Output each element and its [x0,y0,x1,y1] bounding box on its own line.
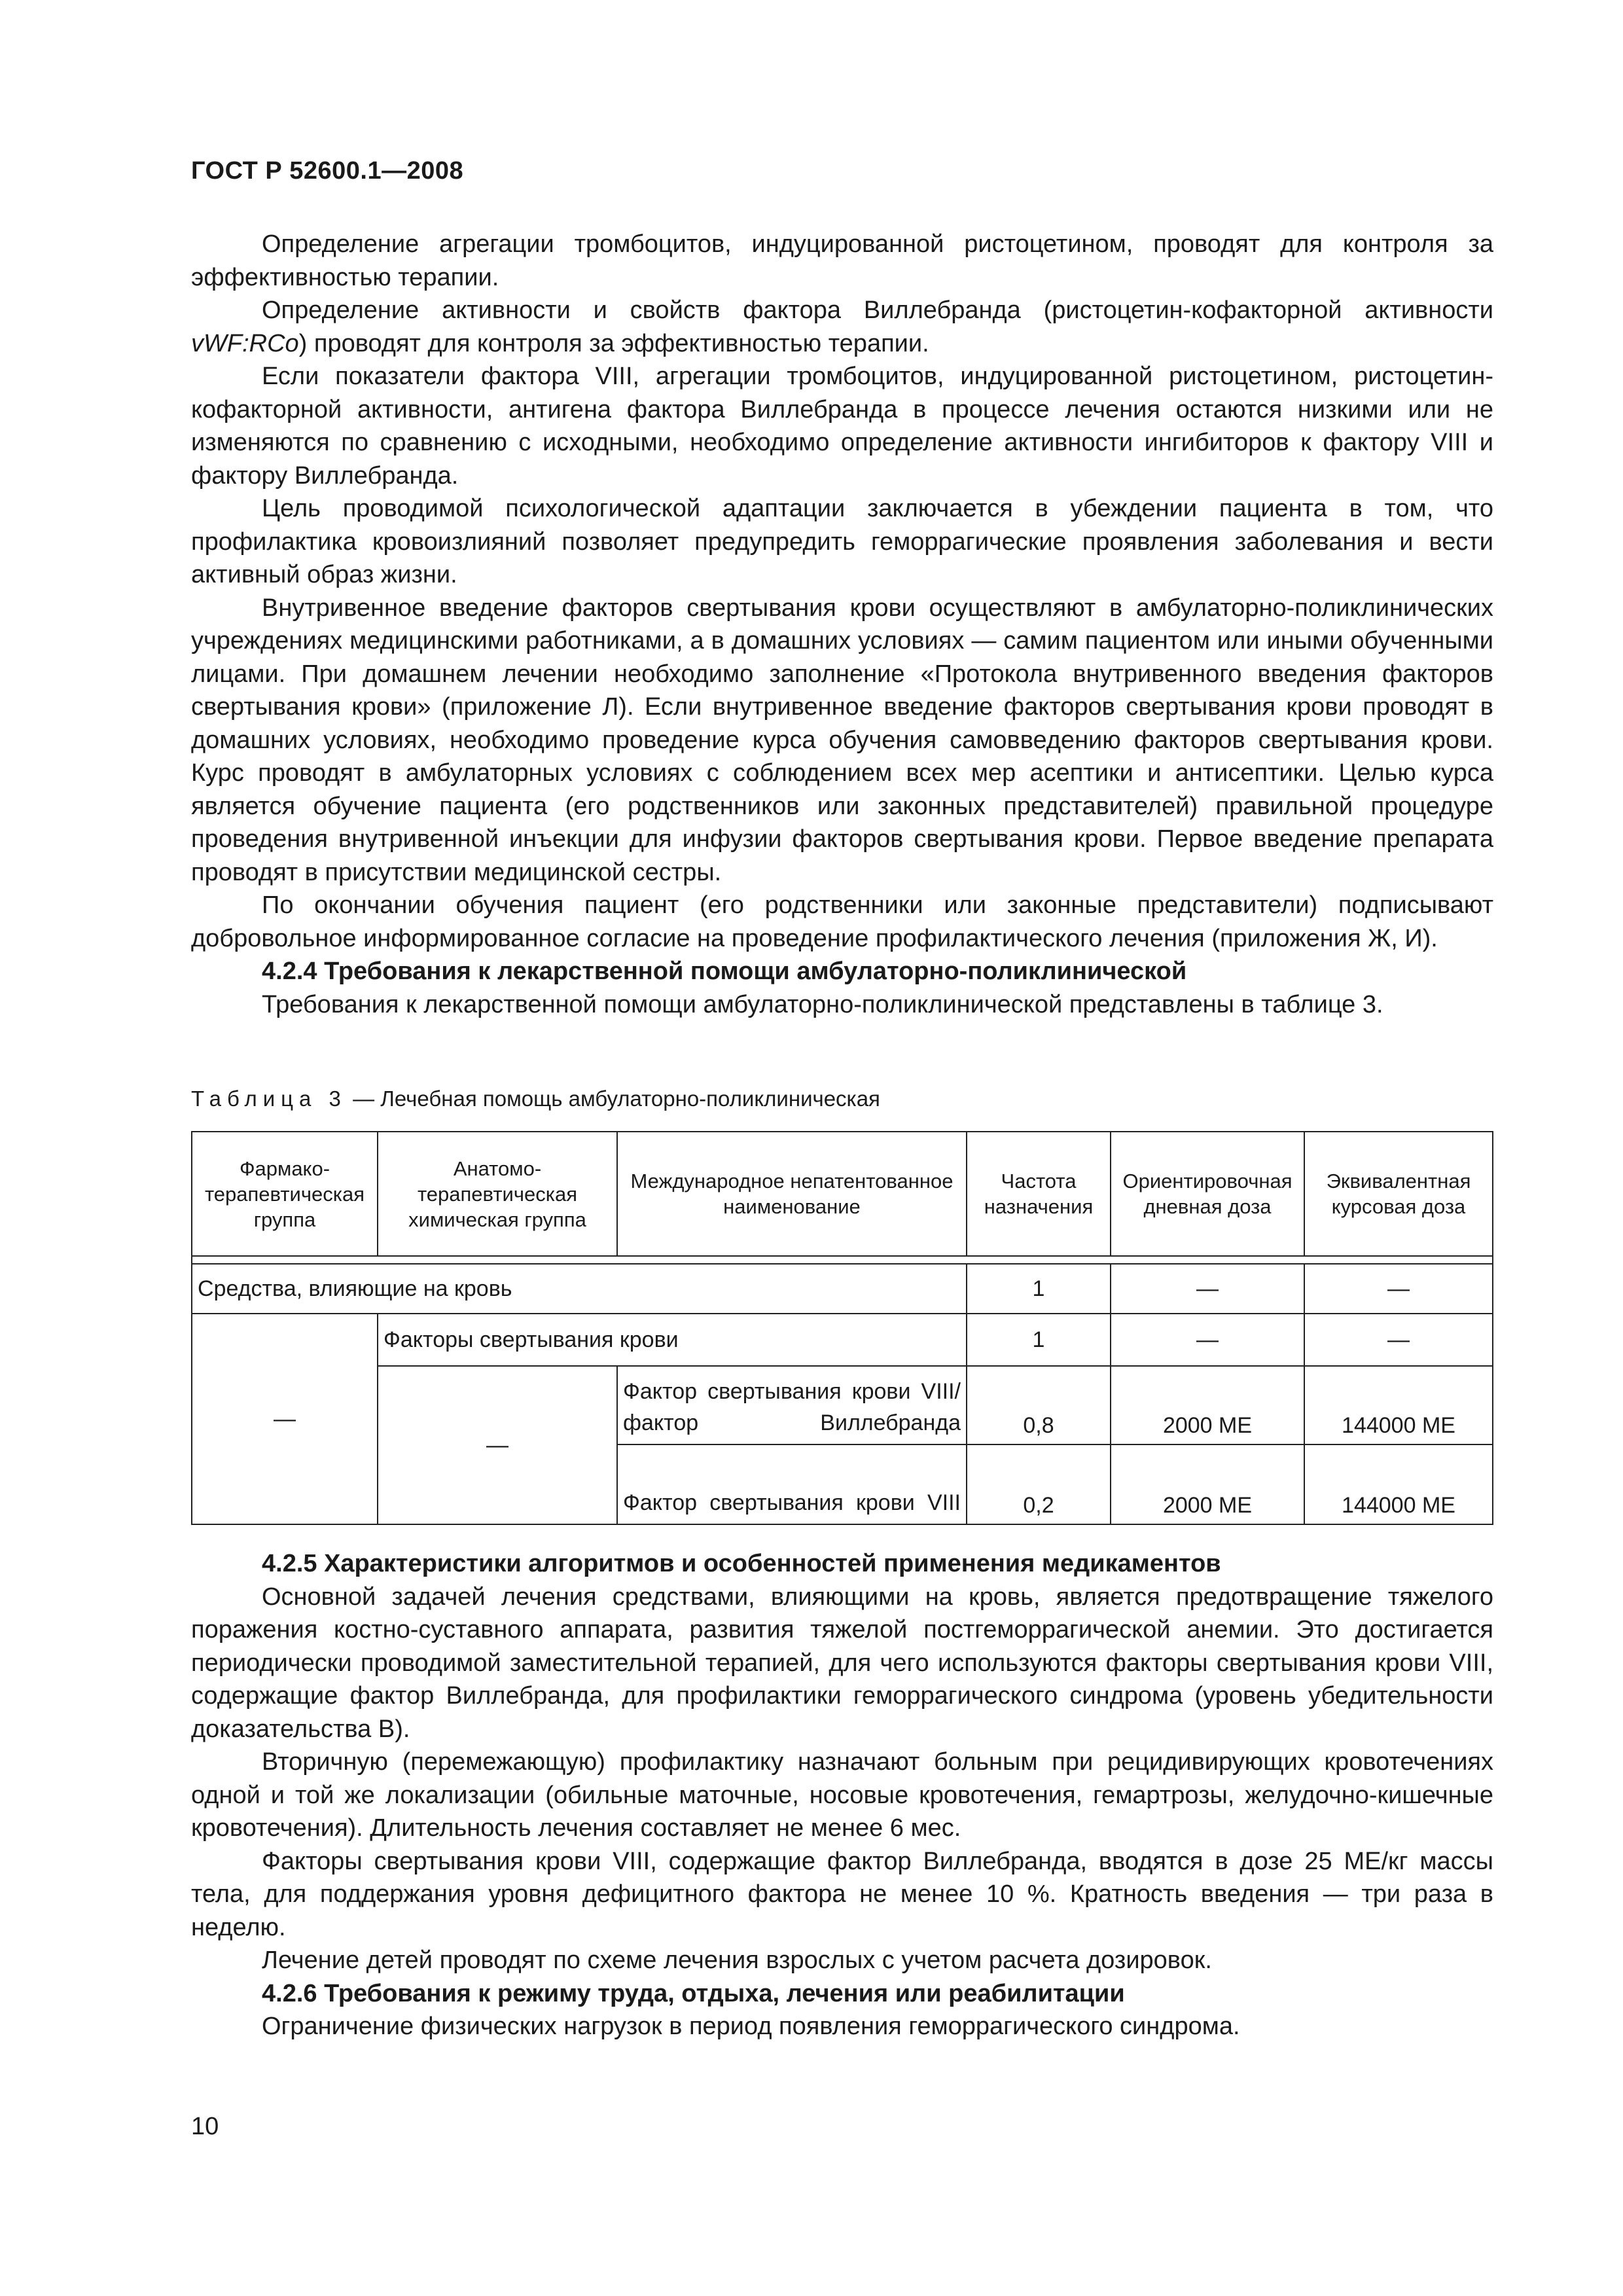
table-caption-text: — Лечебная помощь амбулаторно-поликлиническая [346,1086,880,1111]
paragraph: Цель проводимой психологической адаптации заключается в убеждении пациента в том, что профилактика кровоизлияний позволяет предупредить геморрагические проявления заболевания и вести активный образ жизни. [191,495,1493,588]
header-cell: Международное непатентованное наименование [617,1132,967,1256]
spacer-cell [192,1256,1493,1264]
paragraph: Если показатели фактора VIII, агрегации тромбоцитов, индуцированной ристоцетином, ристоцетин-кофакторной активности, антигена фактора Виллебранда в процессе лечения остаются низкими или не изменяются по сравнению с исходными, необходимо определение активности ингибиторов к фактору VIII и фактору Виллебранда. [191,363,1493,490]
table-header-row [192,1132,1493,1256]
paragraph [191,294,1493,360]
table-cell: Факторы свертывания крови [378,1314,967,1366]
paragraph-text: ) проводят для контроля за эффективностью терапии. [298,329,929,357]
table-cell: 144000 МЕ [1304,1366,1493,1444]
paragraph: Внутривенное введение факторов свертывания крови осуществляют в амбулаторно-поликлинических учреждениях медицинскими работниками, а в домашних условиях — самим пациентом или иными обученными лицами. При домашнем лечении необходимо заполнение «Протокола внутривенного введения факторов свертывания крови» (приложение Л). Если внутривенное введение факторов свертывания крови проводят в домашних условиях, необходимо проведение курса обучения самовведению факторов свертывания крови. Курс проводят в амбулаторных условиях с соблюдением всех мер асептики и антисептики. Целью курса является обучение пациента (его родственников или законных представителей) правильной процедуре проведения внутривенной инъекции для инфузии факторов свертывания крови. Первое введение препарата проводят в присутствии медицинской сестры. [191,594,1493,886]
body-text-bottom [191,1547,1493,2043]
table-cell: 0,2 [967,1444,1111,1524]
table-cell: — [1304,1264,1493,1314]
paragraph: Лечение детей проводят по схеме лечения взрослых с учетом расчета дозировок. [262,1946,1212,1974]
paragraph: Требования к лекарственной помощи амбулаторно-поликлинической представлены в таблице 3. [262,990,1383,1018]
table-cell: — [192,1314,378,1524]
table-cell: — [1304,1314,1493,1366]
header-cell: Фармако-терапевтическая группа [192,1132,378,1256]
table-cell: 1 [967,1314,1111,1366]
section-heading: 4.2.6 Требования к режиму труда, отдыха, лечения или реабилитации [262,1979,1125,2007]
table-row [192,1314,1493,1366]
abbreviation: vWF:RCo [191,329,299,357]
table-row [192,1366,1493,1444]
table-spacer-row [192,1256,1493,1264]
header-cell: Ориентировочная дневная доза [1111,1132,1304,1256]
paragraph: Вторичную (перемежающую) профилактику назначают больным при рецидивирующих кровотечениях одной и той же локализации (обильные маточные, носовые кровотечения, гемартрозы, желудочно-кишечные кровотечения). Длительность лечения составляет не менее 6 мес. [191,1748,1493,1842]
section-heading: 4.2.4 Требования к лекарственной помощи амбулаторно-поликлинической [262,958,1187,985]
table-cell: 144000 МЕ [1304,1444,1493,1524]
header-cell: Частота назначения [967,1132,1111,1256]
document-header: ГОСТ Р 52600.1—2008 [191,157,464,185]
table-cell: Фактор свертывания крови VIII [617,1444,967,1524]
paragraph: Определение агрегации тромбоцитов, индуцированной ристоцетином, проводят для контроля за эффективностью терапии. [191,230,1493,291]
paragraph-text: Определение активности и свойств фактора Виллебранда (ристоцетин-кофакторной активности [262,296,1493,324]
table-caption-label: Таблица 3 [191,1086,347,1111]
table-cell: Средства, влияющие на кровь [192,1264,967,1314]
paragraph: Факторы свертывания крови VIII, содержащие фактор Виллебранда, вводятся в дозе 25 МЕ/кг массы тела, для поддержания уровня дефицитного фактора не менее 10 %. Кратность введения — три раза в неделю. [191,1847,1493,1941]
paragraph: Ограничение физических нагрузок в период появления геморрагического синдрома. [262,2013,1240,2040]
drug-table [191,1131,1493,1525]
table-cell: — [1111,1314,1304,1366]
table-cell: 2000 МЕ [1111,1366,1304,1444]
table-caption [191,1086,880,1111]
table-cell: 2000 МЕ [1111,1444,1304,1524]
page-number: 10 [191,2113,219,2140]
paragraph: Основной задачей лечения средствами, влияющими на кровь, является предотвращение тяжелого поражения костно-суставного аппарата, развития тяжелой постгеморрагической анемии. Это достигается периодически проводимой заместительной терапией, для чего используются факторы свертывания крови VIII, содержащие фактор Виллебранда, для профилактики геморрагического синдрома (уровень убедительности доказательства B). [191,1583,1493,1743]
table-cell: — [378,1366,617,1524]
table-row [192,1264,1493,1314]
paragraph: По окончании обучения пациент (его родственники или законные представители) подписывают добровольное информированное согласие на проведение профилактического лечения (приложения Ж, И). [191,891,1493,952]
table-cell: Фактор свертывания крови VIII/фактор Виллебранда [617,1366,967,1444]
header-cell: Эквивалентная курсовая доза [1304,1132,1493,1256]
table-cell: — [1111,1264,1304,1314]
section-heading: 4.2.5 Характеристики алгоритмов и особенностей применения медикаментов [262,1550,1221,1577]
table-cell: 1 [967,1264,1111,1314]
header-cell: Анатомо-терапевтическая химическая группа [378,1132,617,1256]
body-text-top [191,228,1493,1021]
table-cell: 0,8 [967,1366,1111,1444]
